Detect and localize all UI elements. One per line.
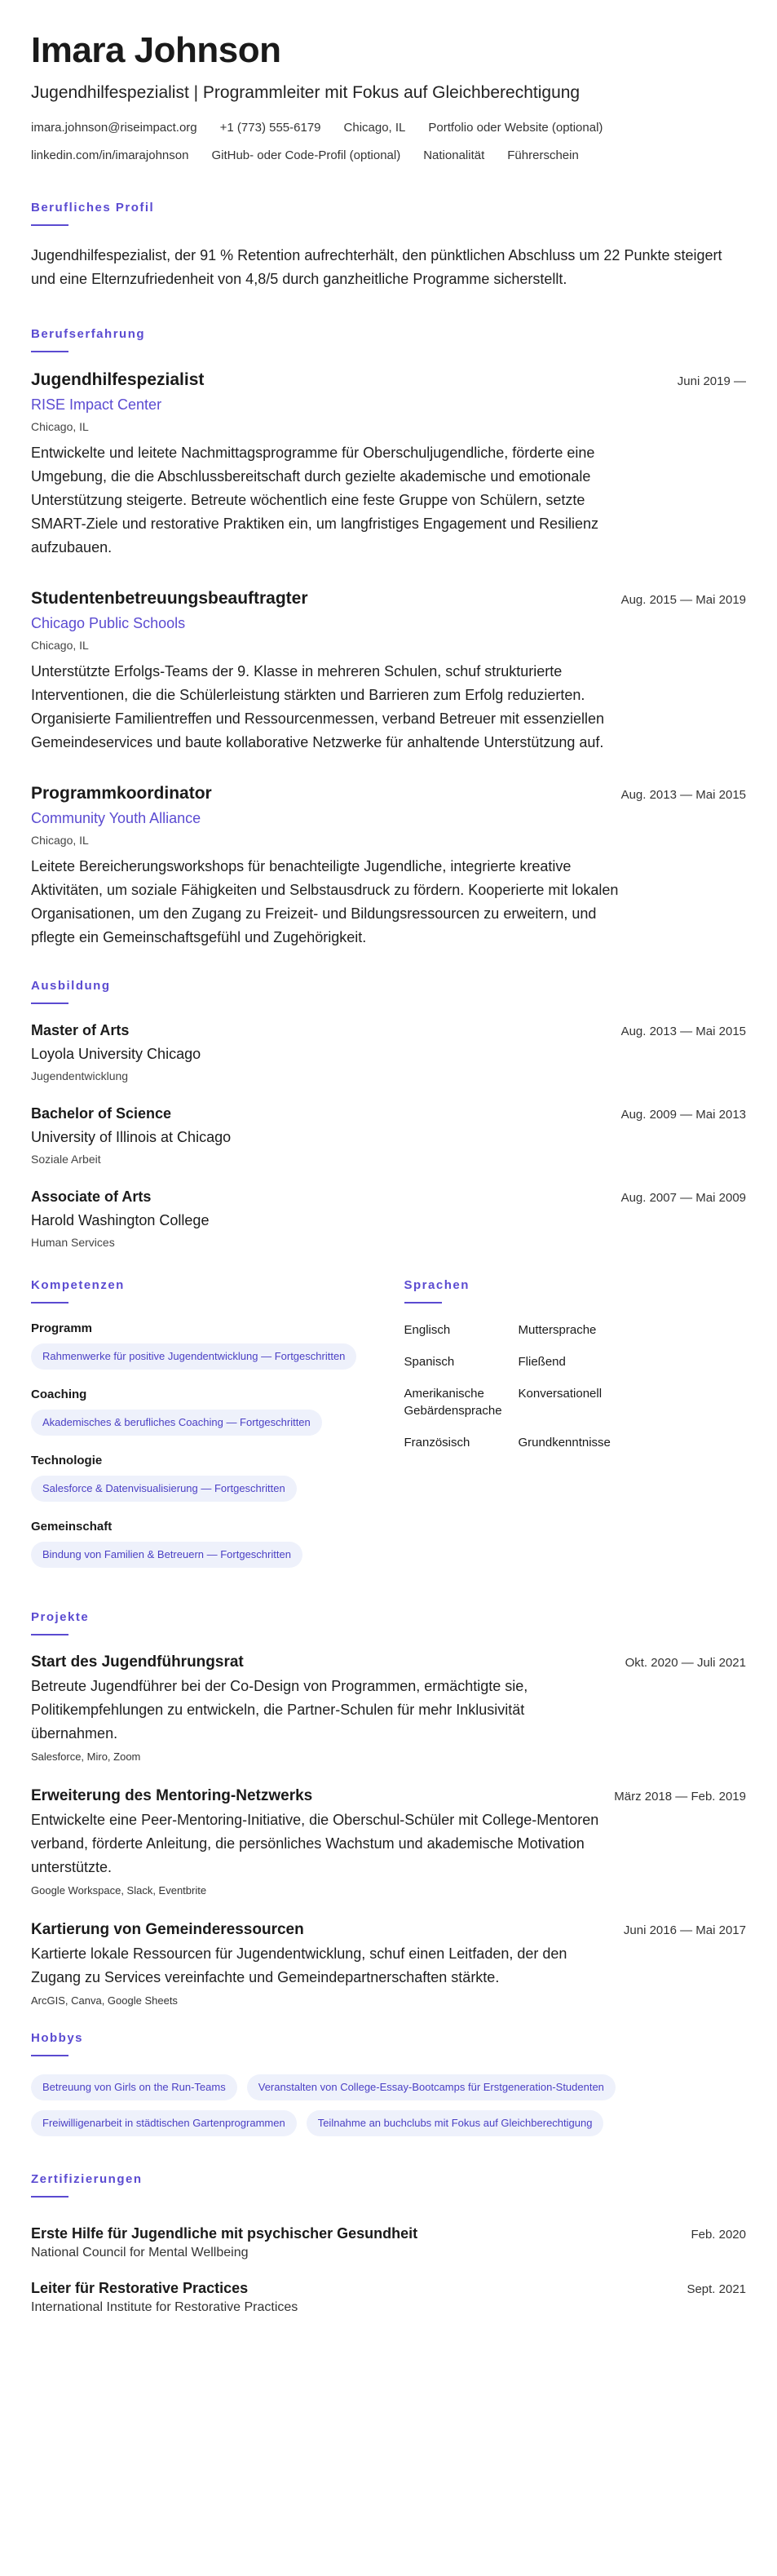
hobby-pill: Teilnahme an buchclubs mit Fokus auf Gleichberechtigung: [307, 2110, 604, 2136]
job-location: Chicago, IL: [31, 420, 89, 433]
skill-group: [31, 1520, 373, 1568]
certification-date: Sept. 2021: [686, 2282, 746, 2296]
job-company: RISE Impact Center: [31, 396, 162, 413]
contact-license: Führerschein: [507, 148, 579, 162]
skill-group-name: Programm: [31, 1321, 93, 1335]
language-name: Englisch: [404, 1323, 451, 1337]
job-location: Chicago, IL: [31, 639, 89, 652]
education-entry: [31, 1022, 746, 1082]
job-description: Leitete Bereicherungsworkshops für benachteiligte Jugendliche, integrierte kreative Aktivitäten, um soziale Fähigkeiten und Selbstausdruck zu fördern. Kooperierte mit lokalen Organisationen, um den Zugang zu Freizeit- und Bildungsressourcen zu erweitern, und pflegte ein Gemeinschaftsgefühl und Zugehörigkeit.: [31, 858, 619, 945]
skill-group-name: Coaching: [31, 1388, 87, 1401]
candidate-headline: Jugendhilfespezialist | Programmleiter mit Fokus auf Gleichberechtigung: [31, 83, 581, 102]
profile-section: [31, 201, 746, 291]
profile-summary: Jugendhilfespezialist, der 91 % Retention aufrechterhält, den pünktlichen Abschluss um 22 Punkte steigert und eine Elternzufriedenheit von 4,8/5 durch ganzheitliche Programme sicherstellt.: [31, 247, 722, 287]
section-divider: [31, 1003, 68, 1004]
education-school: Loyola University Chicago: [31, 1046, 201, 1062]
skill-group: [31, 1321, 373, 1370]
education-degree: Bachelor of Science: [31, 1105, 172, 1122]
section-divider: [31, 224, 68, 226]
project-description: Kartierte lokale Ressourcen für Jugendentwicklung, schuf einen Leitfaden, der den Zugang zu Services vereinfachte und Gemeindepartnerschaften stärkte.: [31, 1945, 567, 1985]
certification-title: Erste Hilfe für Jugendliche mit psychischer Gesundheit: [31, 2225, 418, 2242]
certification-issuer: National Council for Mental Wellbeing: [31, 2246, 249, 2260]
language-level: Konversationell: [518, 1387, 603, 1401]
certification-entry: [31, 2280, 746, 2315]
contact-phone: +1 (773) 555-6179: [219, 121, 321, 135]
education-entry: [31, 1188, 746, 1249]
certifications-section: [31, 2172, 746, 2315]
education-degree: Master of Arts: [31, 1022, 130, 1038]
section-divider: [31, 351, 68, 352]
contact-nationality: Nationalität: [423, 148, 485, 162]
job-description: Entwickelte und leitete Nachmittagsprogramme für Oberschuljugendliche, förderte eine Umgebung, die die Abschlussbereitschaft durch gezielte akademische und emotionale Unterstützung steigerte. Betreute wöchentlich eine feste Gruppe von Schülern, setzte SMART-Ziele und restorative Praktiken ein, um langfristiges Engagement und Resilienz aufzubauen.: [31, 445, 599, 555]
job-title: Jugendhilfespezialist: [31, 370, 205, 389]
language-row: [404, 1353, 747, 1370]
language-row: [404, 1321, 747, 1339]
project-tools: Salesforce, Miro, Zoom: [31, 1751, 141, 1763]
skill-pill: Akademisches & berufliches Coaching — Fortgeschritten: [31, 1410, 322, 1436]
education-dates: Aug. 2009 — Mai 2013: [620, 1108, 746, 1122]
language-row: [404, 1434, 747, 1451]
certification-title: Leiter für Restorative Practices: [31, 2280, 249, 2296]
education-dates: Aug. 2013 — Mai 2015: [620, 1025, 746, 1038]
hobby-pill: Betreuung von Girls on the Run-Teams: [31, 2074, 237, 2100]
job-dates: Juni 2019 —: [677, 374, 746, 388]
contact-location: Chicago, IL: [343, 121, 406, 135]
projects-section: [31, 1610, 746, 2007]
language-level: Grundkenntnisse: [518, 1436, 611, 1450]
languages-section: [404, 1278, 747, 1586]
hobby-pill: Freiwilligenarbeit in städtischen Gartenprogrammen: [31, 2110, 297, 2136]
project-dates: Juni 2016 — Mai 2017: [623, 1923, 746, 1937]
hobbies-section: [31, 2031, 746, 2136]
skill-group-name: Technologie: [31, 1454, 103, 1467]
skill-pill: Bindung von Familien & Betreuern — Fortgeschritten: [31, 1542, 302, 1568]
project-title: Kartierung von Gemeinderessourcen: [31, 1921, 304, 1938]
project-title: Start des Jugendführungsrat: [31, 1653, 244, 1671]
language-level: Fließend: [518, 1355, 566, 1369]
job-location: Chicago, IL: [31, 834, 89, 847]
job-entry: [31, 370, 746, 560]
language-row: [404, 1385, 747, 1419]
certification-issuer: International Institute for Restorative Practices: [31, 2300, 298, 2314]
project-description: Entwickelte eine Peer-Mentoring-Initiative, die Oberschul-Schüler mit College-Mentoren verband, förderte Anleitung, die persönliches Wachstum und akademische Motivation unterstützte.: [31, 1812, 599, 1875]
job-entry: [31, 784, 746, 949]
section-divider: [31, 1634, 68, 1635]
section-title: Projekte: [31, 1610, 90, 1624]
certification-date: Feb. 2020: [691, 2228, 746, 2242]
section-title: Hobbys: [31, 2031, 84, 2045]
contact-email: imara.johnson@riseimpact.org: [31, 121, 197, 135]
hobby-list: [31, 2074, 746, 2136]
job-company: Chicago Public Schools: [31, 615, 186, 631]
project-description: Betreute Jugendführer bei der Co-Design von Programmen, ermächtigte sie, Politikempfehlungen zu entwickeln, die Partner-Schulen für mehr Inklusivität übernahmen.: [31, 1678, 528, 1742]
section-title: Sprachen: [404, 1278, 470, 1292]
skill-group: [31, 1454, 373, 1502]
contact-linkedin: linkedin.com/in/imarajohnson: [31, 148, 189, 162]
contact-portfolio: Portfolio oder Website (optional): [428, 121, 603, 135]
language-level: Muttersprache: [518, 1323, 597, 1337]
education-field: Human Services: [31, 1236, 115, 1249]
education-section: [31, 979, 746, 1249]
section-title: Ausbildung: [31, 979, 111, 993]
hobby-pill: Veranstalten von College-Essay-Bootcamps für Erstgeneration-Studenten: [247, 2074, 616, 2100]
project-dates: März 2018 — Feb. 2019: [614, 1790, 746, 1804]
project-entry: [31, 1921, 746, 2007]
job-dates: Aug. 2015 — Mai 2019: [620, 593, 746, 607]
section-divider: [31, 2055, 68, 2056]
job-title: Programmkoordinator: [31, 784, 212, 803]
project-tools: Google Workspace, Slack, Eventbrite: [31, 1884, 207, 1897]
project-tools: ArcGIS, Canva, Google Sheets: [31, 1994, 178, 2007]
project-entry: [31, 1787, 746, 1897]
certification-entry: [31, 2225, 746, 2260]
job-company: Community Youth Alliance: [31, 810, 201, 826]
skills-section: [31, 1278, 373, 1586]
education-school: University of Illinois at Chicago: [31, 1129, 232, 1145]
education-field: Jugendentwicklung: [31, 1069, 129, 1082]
contact-github: GitHub- oder Code-Profil (optional): [211, 148, 401, 162]
skill-group-name: Gemeinschaft: [31, 1520, 113, 1534]
job-dates: Aug. 2013 — Mai 2015: [620, 788, 746, 802]
section-divider: [404, 1302, 442, 1303]
language-name: Spanisch: [404, 1355, 455, 1369]
contact-row: [31, 119, 746, 137]
education-field: Soziale Arbeit: [31, 1153, 101, 1166]
skill-pill: Salesforce & Datenvisualisierung — Fortgeschritten: [31, 1476, 297, 1502]
contact-info: [31, 119, 746, 165]
candidate-name: Imara Johnson: [31, 30, 281, 70]
section-divider: [31, 1302, 68, 1303]
project-entry: [31, 1653, 746, 1763]
section-divider: [31, 2196, 68, 2198]
language-name: Französisch: [404, 1436, 470, 1450]
job-entry: [31, 589, 746, 755]
education-degree: Associate of Arts: [31, 1188, 152, 1205]
resume-header: [31, 29, 746, 165]
language-name: Amerikanische Gebärdensprache: [404, 1387, 502, 1418]
skill-group: [31, 1388, 373, 1436]
skills-languages-row: [31, 1278, 746, 1586]
project-title: Erweiterung des Mentoring-Netzwerks: [31, 1787, 313, 1804]
contact-row: [31, 147, 746, 165]
section-title: Kompetenzen: [31, 1278, 125, 1292]
section-title: Zertifizierungen: [31, 2172, 143, 2186]
job-description: Unterstützte Erfolgs-Teams der 9. Klasse in mehreren Schulen, schuf strukturierte Interventionen, die die Schülerleistung stärkten und Barrieren zum Erfolg reduzierten. Organisierte Familientreffen und Ressourcenmessen, verband Betreuer mit essenziellen Gemeindeservices und baute kollaborative Netzwerke für anhaltende Unterstützung auf.: [31, 663, 605, 750]
education-entry: [31, 1105, 746, 1166]
skill-pill: Rahmenwerke für positive Jugendentwicklung — Fortgeschritten: [31, 1343, 356, 1370]
section-title: Berufliches Profil: [31, 201, 155, 215]
project-dates: Okt. 2020 — Juli 2021: [625, 1656, 746, 1670]
education-dates: Aug. 2007 — Mai 2009: [620, 1191, 746, 1205]
job-title: Studentenbetreuungsbeauftragter: [31, 589, 308, 608]
education-school: Harold Washington College: [31, 1212, 210, 1228]
experience-section: [31, 327, 746, 949]
section-title: Berufserfahrung: [31, 327, 146, 341]
